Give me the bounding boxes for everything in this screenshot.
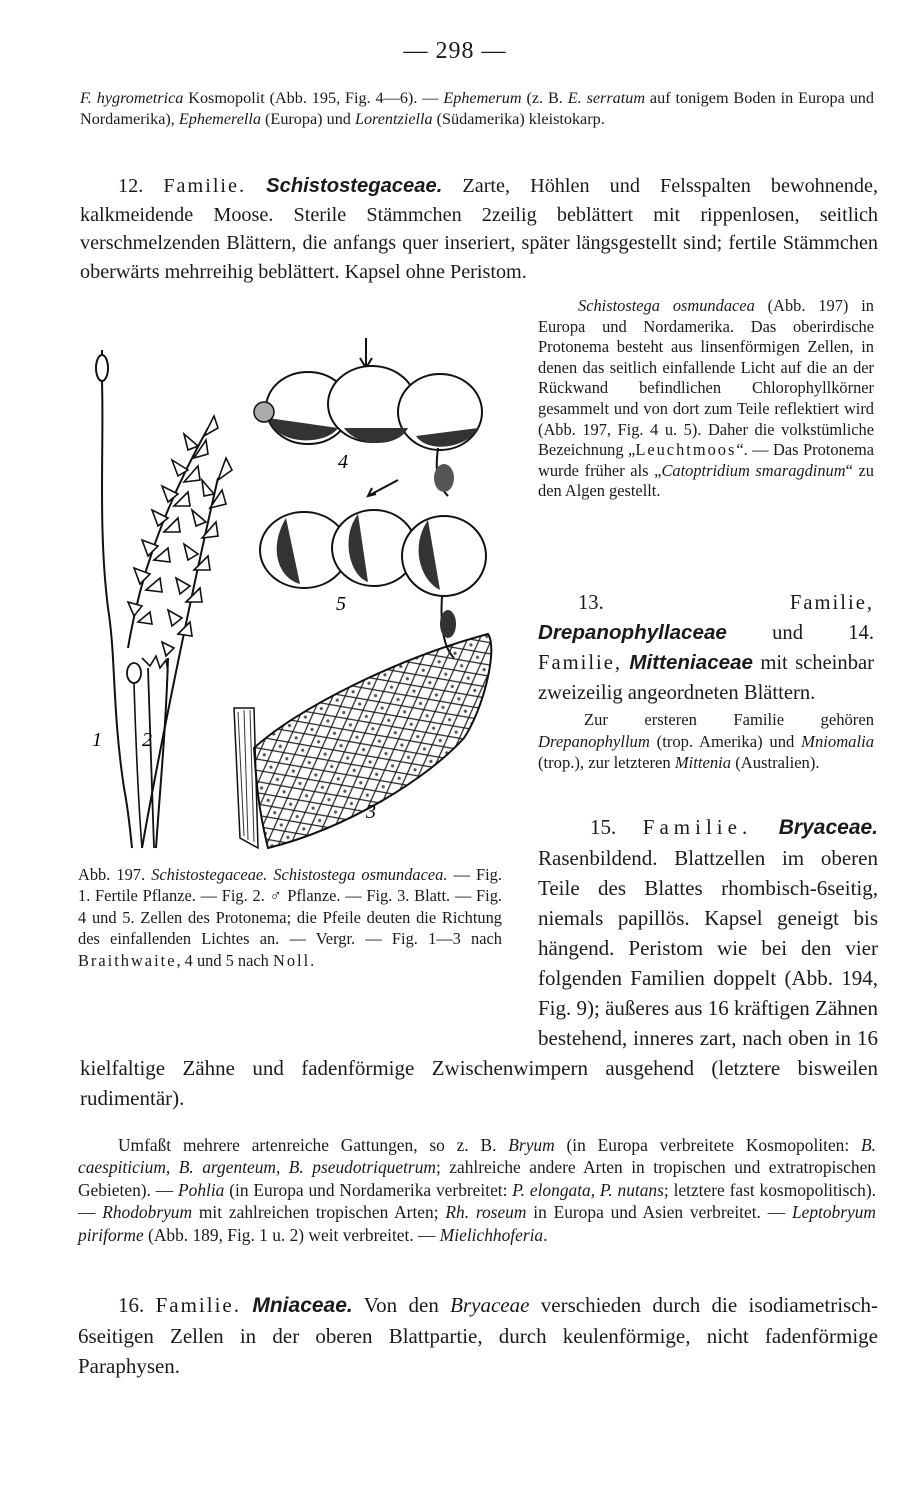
genus-name: Mittenia — [674, 753, 732, 772]
fertile-plant-drawing — [96, 350, 232, 848]
family-15-paragraph — [80, 812, 878, 1113]
family-word: Familie. — [155, 1293, 242, 1317]
intro-text: (z. B. — [521, 89, 568, 107]
species-names: P. elongata, P. nutans — [512, 1179, 664, 1200]
note-text: “ zu den Algen gestellt. — [538, 460, 874, 501]
note-text: (trop. Amerika) und — [649, 731, 802, 751]
figure-label-5: 5 — [336, 593, 346, 615]
note-text: (trop.), zur letzteren — [538, 753, 675, 772]
para-text: . — [543, 1224, 548, 1245]
family-number: und 14. — [726, 622, 874, 644]
taxon-name: F. hygrometrica — [80, 89, 184, 107]
genus-name: Rhodobryum — [102, 1202, 193, 1223]
page-number: — 298 — — [403, 38, 507, 64]
family-name: Mniaceae. — [252, 1294, 353, 1317]
caption-text: , 4 und 5 nach — [176, 950, 273, 970]
family-description: verschieden durch die isodiametrisch-6seitigen Zellen in der oberen Blattpartie, durch keulenförmige, nicht fadenförmige Paraphysen. — [78, 1293, 879, 1378]
family-description: Zarte, Höhlen und Felsspalten bewohnende, kalkmeidende Moose. Sterile Stämmchen 2zeilig beblättert mit rippenlosen, seitlich verschmelzenden Blättern, die anfangs quer inseriert, später längsgestellt sind; fertile Stämmchen oberwärts mehrreihig beblättert. Kapsel ohne Peristom. — [80, 175, 879, 283]
protonema-cells-fig4 — [254, 338, 482, 496]
family-reference: Bryaceae — [450, 1293, 530, 1317]
para-text: in Europa und Asien verbreitet. — — [526, 1202, 792, 1223]
synonym-name: Catoptridium smaragdinum — [661, 460, 846, 480]
note-text: (Australien). — [731, 753, 820, 772]
species-name: Leptobryum piriforme — [78, 1202, 876, 1245]
genus-name: Pohlia — [178, 1179, 225, 1200]
intro-text: Kosmopolit (Abb. 195, Fig. 4—6). — — [183, 89, 444, 107]
para-text: (in Europa verbreitete Kosmopoliten: — [554, 1135, 862, 1155]
family-12-paragraph — [80, 172, 878, 286]
family-word: Familie. — [642, 815, 753, 839]
para-text: (Abb. 189, Fig. 1 u. 2) weit verbreitet. — — [143, 1224, 440, 1245]
para-text: ; zahlreiche andere Arten in tropischen und extratropischen Gebieten). — — [78, 1157, 876, 1200]
caption-label: Abb. 197. — [78, 865, 152, 884]
schistostega-note — [538, 296, 874, 502]
family-word: Familie, — [789, 592, 874, 614]
caption-text: — Fig. 1. Fertile Pflanze. — Fig. 2. ♂ Pflanze. — Fig. 3. Blatt. — Fig. 4 und 5. Zellen des Protonema; die Pfeile deuten die Richtung des einfallenden Lichtes an. — Vergr. — Fig. 1—3 nach — [78, 865, 502, 949]
family-word: Familie. — [163, 175, 247, 197]
moss-illustration — [68, 328, 516, 863]
family-name: Drepanophyllaceae — [538, 621, 727, 644]
species-name: Schistostega osmundacea — [578, 296, 755, 315]
family-name: Schistostegaceae. — [266, 175, 443, 197]
para-text: Umfaßt mehrere artenreiche Gattungen, so z. B. — [118, 1135, 509, 1155]
figure-label-4: 4 — [338, 451, 348, 473]
family-description: Von den — [352, 1293, 451, 1317]
common-name: Leuchtmoos — [635, 440, 737, 460]
genus-name: Bryum — [508, 1135, 555, 1155]
family-13-14-genera — [538, 709, 874, 774]
intro-text: auf tonigem Boden in Europa und Nordamerika), — [80, 89, 874, 128]
float-spacer — [80, 812, 538, 1050]
intro-text: (Südamerika) kleistokarp. — [432, 110, 605, 128]
family-description: mit scheinbar zweizeilig angeordneten Blättern. — [538, 652, 874, 704]
taxon-name: E. serratum — [567, 89, 646, 107]
family-number: 15. — [590, 815, 643, 839]
para-text: (in Europa und Nordamerika verbreitet: — [224, 1179, 513, 1200]
caption-taxon: Schistostegaceae. Schistostega osmundacea. — [151, 865, 448, 884]
family-name: Bryaceae. — [778, 816, 879, 839]
intro-text: (Europa) und — [261, 110, 355, 128]
genus-name: Drepanophyllum — [538, 731, 650, 751]
author-name: Braithwaite — [78, 950, 177, 970]
intro-paragraph — [80, 88, 874, 130]
figure-197 — [68, 328, 516, 863]
taxon-name: Ephemerum — [443, 89, 522, 107]
taxon-name: Ephemerella — [178, 110, 261, 128]
family-description: Rasenbildend. Blattzellen im oberen Teile des Blattes rhombisch-6seitig, niemals papillös. Kapsel geneigt bis hängend. Peristom wie bei den vier folgenden Familien doppelt (Abb. 194, Fig. 9); äußeres aus 16 kräftigen Zähnen bestehend, inneres zart, nach oben in 16 kielfaltige Zähne und fadenförmige Zwischenwimpern ausgehend (letztere bisweilen rudimentär). — [80, 846, 878, 1110]
figure-label-2: 2 — [142, 729, 152, 751]
family-number: 12. — [118, 175, 164, 197]
bryaceae-genera-paragraph — [78, 1134, 876, 1246]
genus-name: Mielichhoferia — [439, 1224, 544, 1245]
family-number: 16. — [118, 1293, 156, 1317]
para-text: mit zahlreichen tropischen Arten; — [192, 1202, 446, 1223]
genus-name: Mniomalia — [801, 731, 874, 751]
species-names: B. caespiticium, B. argenteum, B. pseudotriquetrum — [78, 1135, 876, 1178]
note-text: (Abb. 197) in Europa und Nordamerika. Das oberirdische Protonema besteht aus linsenförmigen Zellen, in denen das seitlich einfallende Licht auf die an der Rückwand befindlichen Chlorophyllkörner gesammelt und von dort zum Teile reflektiert wird (Abb. 197, Fig. 4 u. 5). Daher die volkstümliche Bezeichnung „ — [538, 296, 874, 460]
species-name: Rh. roseum — [445, 1202, 527, 1223]
author-name: Noll — [272, 950, 311, 970]
family-name: Mitteniaceae — [629, 651, 754, 674]
family-13-14-paragraph — [538, 588, 874, 708]
note-text: Zur ersteren Familie gehören — [584, 710, 874, 729]
family-number: 13. — [578, 592, 790, 614]
figure-label-1: 1 — [92, 729, 102, 751]
figure-label-3: 3 — [366, 801, 376, 823]
note-text: “. — Das Protonema wurde früher als „ — [538, 440, 875, 480]
family-word: Familie, — [538, 652, 623, 674]
protonema-cells-fig5 — [260, 510, 486, 658]
caption-text: . — [310, 950, 315, 970]
family-16-paragraph — [78, 1290, 878, 1381]
taxon-name: Lorentziella — [354, 110, 433, 128]
para-text: ; letztere fast kosmopolitisch). — — [78, 1179, 876, 1223]
